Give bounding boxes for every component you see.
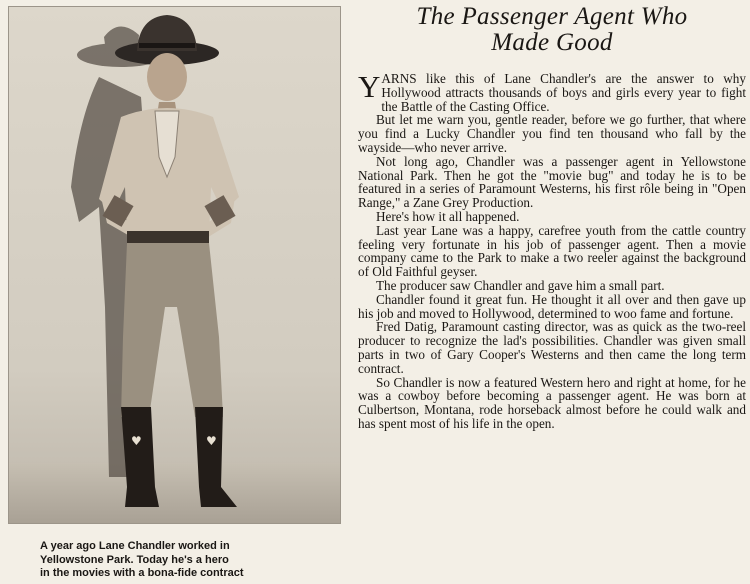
svg-text:♥: ♥ — [206, 434, 217, 448]
article-paragraph: But let me warn you, gentle reader, before we go further, that where you find a Lucky Chandler you find ten thousand who fall by the wayside—who never arrive. — [358, 112, 746, 155]
paragraph-text: ARNS like this of Lane Chandler's are the answer to why Hollywood attracts thousands of boys and girls every year to fight the Battle of the Casting Office. — [381, 71, 746, 114]
article-paragraph — [358, 69, 746, 114]
cowboy-figure-illustration — [9, 7, 340, 523]
article-paragraph: Chandler found it great fun. He thought it all over and then gave up his job and moved to Hollywood, determined to woo fame and fortune. — [358, 291, 746, 321]
article-title — [358, 4, 746, 56]
article-body — [358, 69, 746, 431]
caption-line: A year ago Lane Chandler worked in — [40, 540, 230, 552]
article-paragraph: Last year Lane was a happy, carefree youth from the cattle country feeling very fortunate in his job of passenger agent. Then a movie company came to the Park to make a two reeler against the background of Old Faithful geyser. — [358, 222, 746, 280]
photo-caption — [40, 540, 300, 581]
svg-text:♥: ♥ — [131, 434, 142, 448]
caption-line: Yellowstone Park. Today he's a hero — [40, 553, 229, 566]
article-paragraph: So Chandler is now a featured Western hero and right at home, for he was a cowboy before becoming a passenger agent. He was born at Culbertson, Montana, rode horseback almost before he could walk and has spent most of his life in the open. — [358, 374, 746, 431]
title-line: Made Good — [491, 29, 613, 56]
title-line: The Passenger Agent Who — [416, 3, 688, 30]
article — [358, 4, 746, 431]
drop-cap: Y — [358, 69, 381, 104]
cowboy-photo — [8, 6, 341, 524]
caption-line: in the movies with a bona-fide contract — [40, 567, 244, 579]
article-paragraph: Fred Datig, Paramount casting director, was as quick as the two-reel producer to recognize the lad's possibilities. Chandler was given small parts in two of Gary Cooper's Westerns and then came the long term contract. — [358, 319, 746, 376]
article-paragraph: Not long ago, Chandler was a passenger agent in Yellowstone National Park. Then he got the "movie bug" and today he is to be featured in a series of Paramount Westerns, his first rôle being in "Open Range," a Zane Grey Production. — [358, 153, 746, 211]
article-paragraph: The producer saw Chandler and gave him a small part. — [376, 277, 665, 293]
article-paragraph: Here's how it all happened. — [376, 208, 520, 224]
